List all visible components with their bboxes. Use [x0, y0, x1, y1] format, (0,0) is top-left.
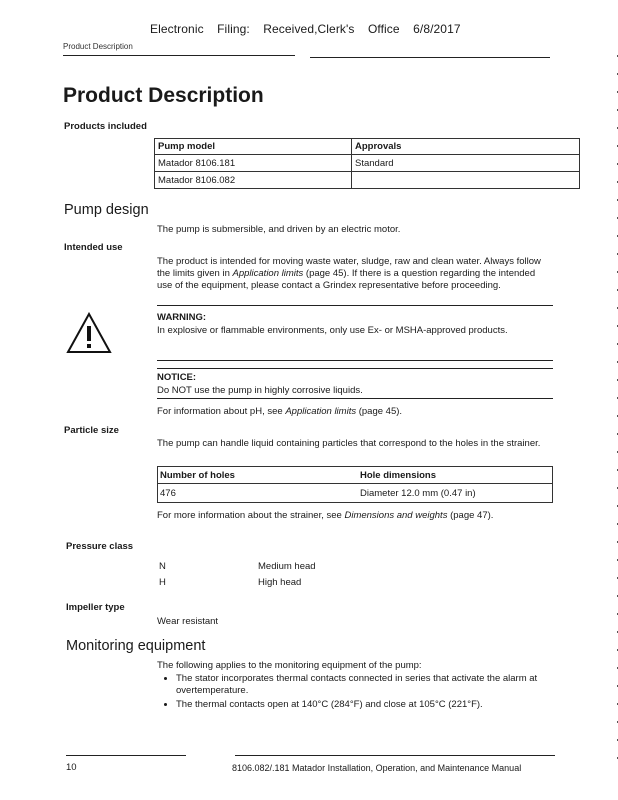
table-row: [158, 484, 553, 503]
table-row: [155, 155, 580, 172]
column-header: Pump model: [155, 139, 352, 155]
particle-size-text: The pump can handle liquid containing particles that correspond to the holes in the strainer.: [157, 438, 541, 449]
warning-top-rule: [157, 305, 553, 306]
pump-design-heading: Pump design: [64, 202, 149, 218]
table-cell: Matador 8106.181: [155, 155, 352, 172]
page-number: 10: [66, 762, 77, 773]
holes-table: [157, 466, 553, 503]
warning-bottom-rule: [157, 360, 553, 361]
table-cell: Standard: [352, 155, 580, 172]
pressure-desc: Medium head: [258, 561, 316, 572]
products-table: [154, 138, 580, 189]
ph-info-text: [157, 406, 402, 418]
header-rule-right: [310, 57, 550, 58]
table-header-row: [158, 467, 553, 484]
application-limits-link[interactable]: Application limits: [285, 406, 357, 417]
ph-text-part: (page 45).: [356, 406, 403, 417]
notice-top-rule: [157, 368, 553, 369]
intended-use-text-part: The product is intended for moving waste water, sludge, raw and clean water. Always follow the limits given in: [157, 256, 541, 279]
list-item: • The thermal contacts open at 140°C (284°F) and close at 105°C (221°F).: [176, 699, 554, 711]
impeller-type-text: Wear resistant: [157, 616, 219, 627]
pressure-code: N: [159, 561, 166, 572]
strainer-text-part: (page 47).: [447, 510, 494, 521]
column-header: Approvals: [352, 139, 580, 155]
application-limits-link[interactable]: Application limits: [232, 268, 304, 279]
monitoring-list: [164, 673, 554, 713]
pressure-code: H: [159, 577, 166, 588]
strainer-info-text: [157, 510, 537, 522]
filing-stamp: Electronic Filing: Received,Clerk's Office 6/8/2017: [150, 22, 461, 36]
footer-rule-left: [66, 755, 186, 756]
table-cell: Diameter 12.0 mm (0.47 in): [358, 484, 553, 503]
manual-title: 8106.082/.181 Matador Installation, Operation, and Maintenance Manual: [232, 763, 522, 773]
column-header: Hole dimensions: [358, 467, 553, 484]
table-cell: Matador 8106.082: [155, 172, 352, 189]
table-cell: 476: [158, 484, 359, 503]
running-section-header: Product Description: [63, 42, 133, 51]
pressure-desc: High head: [258, 577, 302, 588]
table-cell: [352, 172, 580, 189]
particle-size-label: Particle size: [64, 425, 119, 436]
table-header-row: [155, 139, 580, 155]
strainer-text-part: For more information about the strainer, see: [157, 510, 345, 521]
header-rule: [63, 55, 295, 56]
warning-text: In explosive or flammable environments, only use Ex- or MSHA-approved products.: [157, 325, 508, 336]
monitoring-heading: Monitoring equipment: [66, 638, 206, 654]
impeller-type-label: Impeller type: [66, 602, 125, 613]
page-title: Product Description: [63, 84, 264, 107]
dimensions-weights-link[interactable]: Dimensions and weights: [344, 510, 448, 521]
pressure-class-label: Pressure class: [66, 541, 134, 552]
pump-design-intro: The pump is submersible, and driven by an electric motor.: [157, 224, 401, 235]
notice-text: Do NOT use the pump in highly corrosive liquids.: [157, 385, 363, 396]
intended-use-text-part: (page 45). If there is a question regarding the intended use of the equipment, please contact a Grindex representative before proceeding.: [157, 268, 536, 291]
table-row: [155, 172, 580, 189]
warning-triangle-icon: [66, 312, 112, 354]
monitoring-intro: The following applies to the monitoring equipment of the pump:: [157, 660, 422, 671]
list-item: • The stator incorporates thermal contacts connected in series that activate the alarm at overtemperature.: [176, 673, 554, 697]
column-header: Number of holes: [158, 467, 359, 484]
ph-text-part: For information about pH, see: [157, 406, 286, 417]
warning-label: WARNING:: [157, 312, 207, 323]
intended-use-label: Intended use: [64, 242, 123, 253]
notice-bottom-rule: [157, 398, 553, 399]
products-included-label: Products included: [64, 121, 147, 132]
intended-use-text: [157, 256, 552, 292]
footer-rule-right: [235, 755, 555, 756]
notice-label: NOTICE:: [157, 372, 197, 383]
